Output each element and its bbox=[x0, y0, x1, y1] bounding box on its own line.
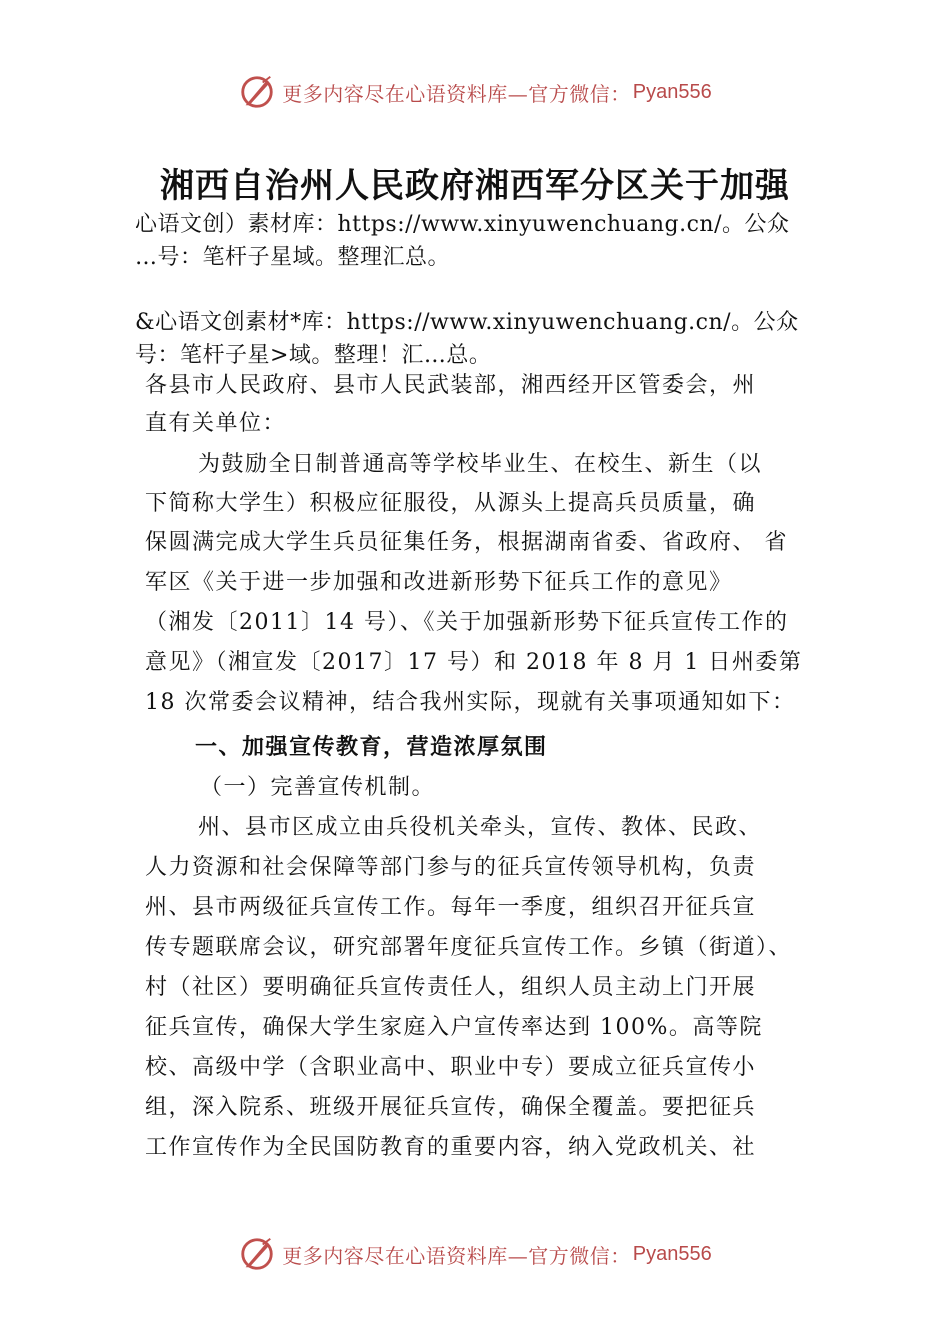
paragraph-line: 为鼓励全日制普通高等学校毕业生、在校生、新生（以 bbox=[198, 452, 763, 477]
section-heading: 一、加强宣传教育，营造浓厚氛围 bbox=[195, 735, 548, 760]
paragraph-line: 州、县市两级征兵宣传工作。每年一季度，组织召开征兵宣 bbox=[145, 895, 757, 920]
banner-text: 更多内容尽在心语资料库—官方微信： bbox=[282, 1243, 631, 1268]
banner-wechat-id: Pyan556 bbox=[632, 1242, 712, 1265]
paragraph-line: 意见》（湘宣发〔2017〕17 号）和 2018 年 8 月 1 日州委第 bbox=[145, 650, 803, 675]
paragraph-line: 州、县市区成立由兵役机关牵头，宣传、教体、民政、 bbox=[198, 815, 763, 840]
meta-line: 号：笔杆子星>域。整理！汇…总。 bbox=[135, 343, 492, 368]
paragraph-line: 工作宣传作为全民国防教育的重要内容，纳入党政机关、社 bbox=[145, 1135, 757, 1160]
addressee-line: 各县市人民政府、县市人民武装部，湘西经开区管委会，州 bbox=[145, 373, 757, 398]
paragraph-line: 征兵宣传，确保大学生家庭入户宣传率达到 100%。高等院 bbox=[145, 1015, 763, 1040]
paragraph-line: 军区《关于进一步加强和改进新形势下征兵工作的意见》 bbox=[145, 570, 733, 595]
quill-logo-icon bbox=[238, 1235, 276, 1273]
header-banner bbox=[0, 70, 950, 114]
paragraph-line: 传专题联席会议，研究部署年度征兵宣传工作。乡镇（街道）、 bbox=[145, 935, 793, 960]
meta-line: &心语文创素材*库：https://www.xinyuwenchuang.cn/。公众 bbox=[135, 310, 799, 335]
paragraph-line: 保圆满完成大学生兵员征集任务，根据湖南省委、省政府、 省 bbox=[145, 530, 788, 555]
paragraph-line: 人力资源和社会保障等部门参与的征兵宣传领导机构，负责 bbox=[145, 855, 757, 880]
paragraph-line: 校、高级中学（含职业高中、职业中专）要成立征兵宣传小 bbox=[145, 1055, 757, 1080]
banner-wechat-id: Pyan556 bbox=[632, 80, 712, 103]
meta-line: …号：笔杆子星域。整理汇总。 bbox=[135, 245, 451, 270]
paragraph-line: （湘发〔2011〕14 号）、《关于加强新形势下征兵宣传工作的 bbox=[145, 610, 789, 635]
addressee-line: 直有关单位： bbox=[145, 411, 287, 436]
paragraph-line: 下简称大学生）积极应征服役，从源头上提高兵员质量，确 bbox=[145, 491, 757, 516]
quill-logo-icon bbox=[238, 73, 276, 111]
banner-text: 更多内容尽在心语资料库—官方微信： bbox=[282, 81, 631, 106]
meta-line: 心语文创）素材库：https://www.xinyuwenchuang.cn/。公众 bbox=[135, 212, 790, 237]
paragraph-line: 组，深入院系、班级开展征兵宣传，确保全覆盖。要把征兵 bbox=[145, 1095, 757, 1120]
paragraph-line: 18 次常委会议精神，结合我州实际，现就有关事项通知如下： bbox=[145, 690, 796, 715]
paragraph-line: 村（社区）要明确征兵宣传责任人，组织人员主动上门开展 bbox=[145, 975, 757, 1000]
document-title: 湘西自治州人民政府湘西军分区关于加强 bbox=[160, 166, 790, 206]
subsection-heading: （一）完善宣传机制。 bbox=[200, 775, 436, 800]
footer-banner bbox=[0, 1232, 950, 1276]
